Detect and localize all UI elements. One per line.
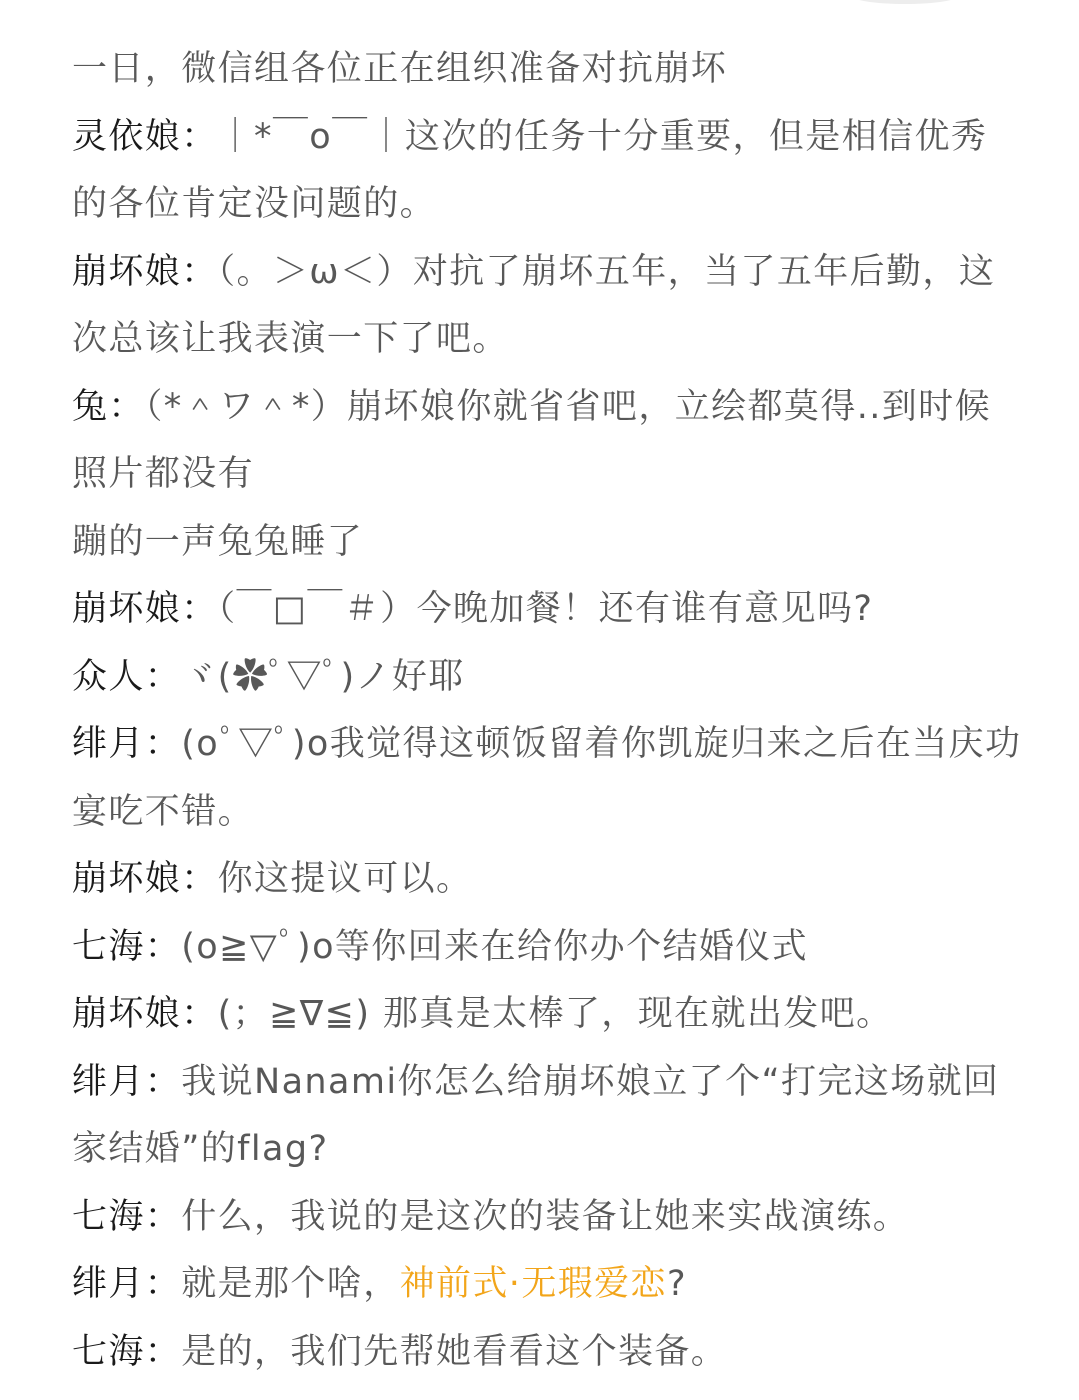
dialogue-text: （￣□￣＃）今晚加餐！还有谁有意见吗?	[217, 589, 874, 629]
dialogue-text: 什么，我说的是这次的装备让她来实战演练。	[181, 1196, 910, 1237]
dialogue-line-9	[72, 846, 1022, 914]
speaker-name: 七海：	[72, 926, 182, 967]
dialogue-line-14	[72, 1251, 1022, 1319]
dialogue-line-1	[72, 36, 1022, 104]
narration-text: 蹦的一声兔兔睡了	[72, 521, 364, 562]
speaker-name: 灵依娘：	[72, 116, 218, 157]
speaker-name: 崩坏娘：	[72, 251, 218, 292]
speaker-name: 绯月：	[72, 1061, 182, 1102]
speaker-name: 绯月：	[72, 724, 182, 764]
dialogue-text-end: ?	[666, 1264, 687, 1304]
dialogue-text: 就是那个啥，	[181, 1264, 400, 1304]
dialogue-line-13	[72, 1184, 1022, 1252]
speaker-name: 七海：	[72, 1331, 182, 1372]
narration-text: 一日，微信组各位正在组织准备对抗崩坏	[72, 49, 728, 89]
dialogue-text: (oﾟ▽ﾟ)o我觉得这顿饭留着你凯旋归来之后在当庆功宴吃不错。	[72, 724, 1022, 832]
speaker-name: 绯月：	[72, 1264, 182, 1304]
dialogue-line-5	[72, 509, 1022, 577]
dialogue-text: 是的，我们先帮她看看这个装备。	[181, 1331, 728, 1372]
speaker-name: 众人：	[72, 656, 182, 697]
speaker-name: 崩坏娘：	[72, 859, 218, 899]
dialogue-line-4	[72, 374, 1022, 509]
dialogue-line-6	[72, 576, 1022, 644]
dialogue-line-8	[72, 711, 1022, 846]
dialogue-text: ｜*￣o￣｜这次的任务十分重要，但是相信优秀的各位肯定没问题的。	[72, 116, 988, 224]
speaker-name: 崩坏娘：	[72, 994, 218, 1034]
dialogue-text: 你这提议可以。	[217, 859, 473, 899]
dialogue-line-10	[72, 914, 1022, 982]
speaker-name: 七海：	[72, 1196, 182, 1237]
speaker-name: 兔：	[72, 386, 145, 427]
equipment-name-highlight: 神前式·无瑕爱恋	[399, 1264, 667, 1304]
speaker-name: 崩坏娘：	[72, 589, 218, 629]
dialogue-line-15	[72, 1319, 1022, 1387]
dialogue-text: (；≧∇≦) 那真是太棒了，现在就出发吧。	[217, 994, 893, 1034]
dialogue-line-2	[72, 104, 1022, 239]
dialogue-text: （。＞ω＜）对抗了崩坏五年，当了五年后勤，这次总该让我表演一下了吧。	[72, 251, 996, 359]
dialogue-line-12	[72, 1049, 1022, 1184]
dialogue-line-3	[72, 239, 1022, 374]
dialogue-text: ヾ(✿ﾟ▽ﾟ)ノ好耶	[181, 656, 465, 697]
dialogue-line-11	[72, 981, 1022, 1049]
dialogue-text: （*＾ワ＾*）崩坏娘你就省省吧，立绘都莫得..到时候照片都没有	[72, 386, 991, 494]
dialogue-text: (o≧▽ﾟ)o等你回来在给你办个结婚仪式	[181, 926, 809, 967]
dialogue-text: 我说Nanami你怎么给崩坏娘立了个“打完这场就回家结婚”的flag?	[72, 1061, 1000, 1169]
dialogue-line-7	[72, 644, 1022, 712]
article-body	[72, 36, 1022, 1386]
top-edge-shadow	[850, 0, 960, 4]
